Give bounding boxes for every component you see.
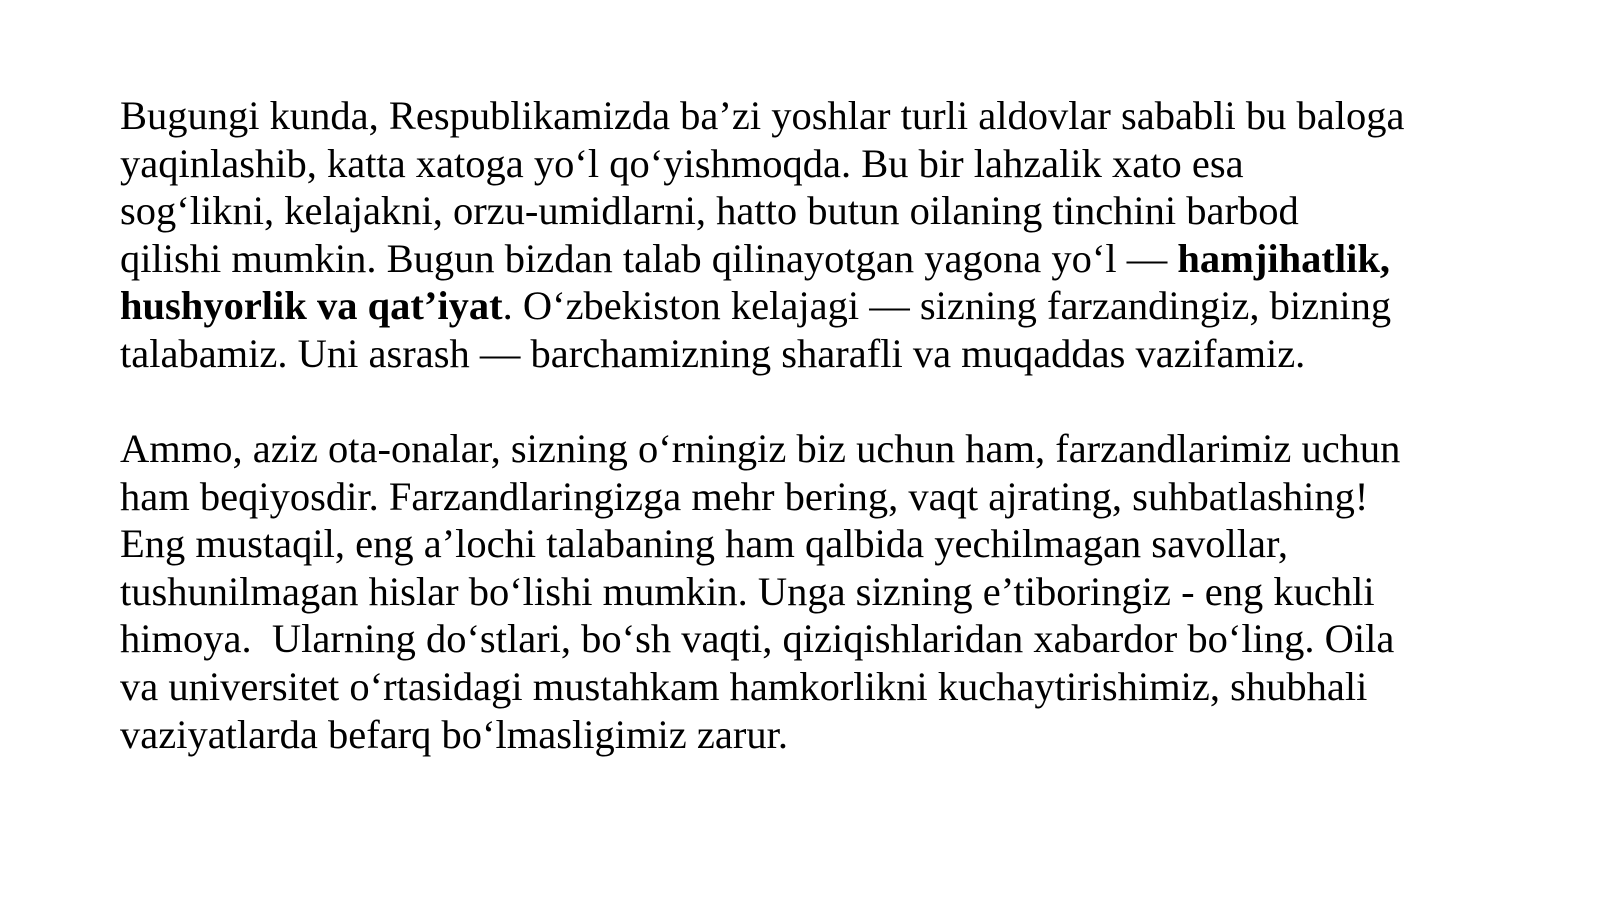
paragraph-1-line-5 (120, 282, 1575, 330)
paragraph-2 (120, 425, 1575, 758)
paragraph-2-line-5: himoya. Ularning do‘stlari, bo‘sh vaqti, qiziqishlaridan xabardor bo‘ling. Oila (120, 616, 1395, 662)
paragraph-2-line-1: Ammo, aziz ota-onalar, sizning o‘rningiz biz uchun ham, farzandlarimiz uchun (120, 426, 1401, 471)
paragraph-1-line-3: sog‘likni, kelajakni, orzu-umidlarni, hatto butun oilaning tinchini barbod (120, 188, 1299, 234)
paragraph-2-line-7: vaziyatlarda befarq bo‘lmasligimiz zarur. (120, 711, 788, 757)
paragraph-1-line-2: yaqinlashib, katta xatoga yo‘l qo‘yishmoqda. Bu bir lahzalik xato esa (120, 140, 1244, 186)
paragraph-2-line-3: Eng mustaqil, eng a’lochi talabaning ham qalbida yechilmagan savollar, (120, 521, 1289, 567)
bold-emphasis-part-1: hamjihatlik, (1177, 235, 1391, 281)
paragraph-1-line-6: talabamiz. Uni asrash — barchamizning sharafli va muqaddas vazifamiz. (120, 330, 1306, 376)
paragraph-1 (120, 92, 1575, 378)
paragraph-2-line-6: va universitet o‘rtasidagi mustahkam hamkorlikni kuchaytirishimiz, shubhali (120, 663, 1368, 709)
line-4-text: qilishi mumkin. Bugun bizdan talab qilinayotgan yagona yo‘l — (120, 235, 1178, 281)
line-5-text: . O‘zbekiston kelajagi — sizning farzandingiz, bizning (502, 283, 1392, 329)
paragraph-2-line-4: tushunilmagan hislar bo‘lishi mumkin. Unga sizning e’tiboringiz - eng kuchli (120, 568, 1375, 614)
paragraph-1-line-1: Bugungi kunda, Respublikamizda ba’zi yoshlar turli aldovlar sababli bu baloga (120, 93, 1405, 138)
bold-emphasis-part-2: hushyorlik va qat’iyat (120, 283, 503, 329)
paragraph-1-line-4 (120, 235, 1575, 283)
paragraph-2-line-2: ham beqiyosdir. Farzandlaringizga mehr bering, vaqt ajrating, suhbatlashing! (120, 473, 1369, 519)
